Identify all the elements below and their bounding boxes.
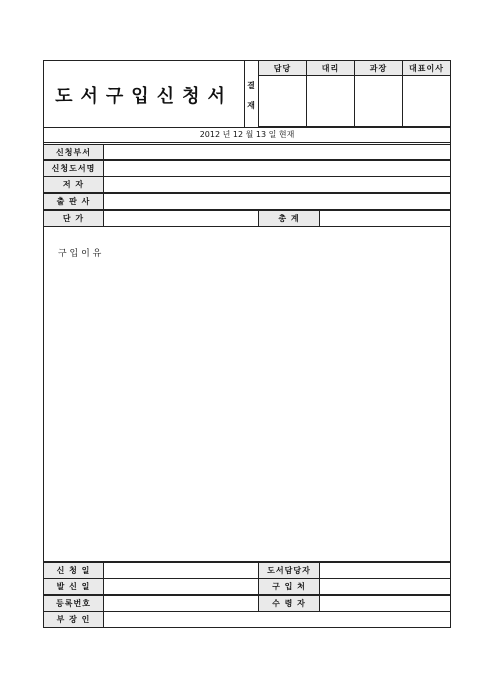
approval-sign-box-assistant-manager[interactable] (306, 75, 355, 127)
reg-number-field[interactable] (103, 595, 259, 612)
purchase-place-label: 구 입 처 (258, 578, 320, 595)
dept-head-field[interactable] (103, 611, 451, 628)
reason-field[interactable] (44, 227, 450, 560)
department-field[interactable] (103, 144, 451, 160)
date-line: 2012 년 12 월 13 일 현재 (199, 130, 295, 139)
approval-side-label-2: 재 (247, 101, 255, 110)
purchase-place-field[interactable] (319, 578, 451, 595)
approval-side-label-1: 결 (247, 81, 255, 90)
reason-label: 구 입 이 유 (58, 249, 102, 259)
request-date-field[interactable] (103, 562, 259, 579)
approval-header-section-chief: 과장 (354, 60, 403, 76)
unit-price-field[interactable] (103, 210, 259, 227)
approval-sign-box-ceo[interactable] (402, 75, 451, 127)
request-date-label: 신 청 일 (43, 562, 104, 579)
approval-sign-box-staff[interactable] (258, 75, 307, 127)
receiver-label: 수 령 자 (258, 595, 320, 612)
receiver-field[interactable] (319, 595, 451, 612)
book-name-field[interactable] (103, 160, 451, 177)
reg-number-label: 등록번호 (43, 595, 104, 612)
dept-head-label: 부 장 인 (43, 611, 104, 628)
approval-header-staff: 담당 (258, 60, 307, 76)
book-manager-field[interactable] (319, 562, 451, 579)
order-date-label: 발 신 일 (43, 578, 104, 595)
publisher-field[interactable] (103, 193, 451, 210)
author-label: 저 자 (43, 176, 104, 193)
order-date-field[interactable] (103, 578, 259, 595)
approval-header-ceo: 대표이사 (402, 60, 451, 76)
total-label: 총 계 (258, 210, 320, 227)
author-field[interactable] (103, 176, 451, 193)
book-manager-label: 도서담당자 (258, 562, 320, 579)
unit-price-label: 단 가 (43, 210, 104, 227)
department-label: 신청부서 (43, 144, 104, 160)
book-name-label: 신청도서명 (43, 160, 104, 177)
form-title: 도서구입신청서 (55, 86, 233, 107)
publisher-label: 출 판 사 (43, 193, 104, 210)
approval-header-assistant-manager: 대리 (306, 60, 355, 76)
approval-sign-box-section-chief[interactable] (354, 75, 403, 127)
total-field[interactable] (319, 210, 451, 227)
